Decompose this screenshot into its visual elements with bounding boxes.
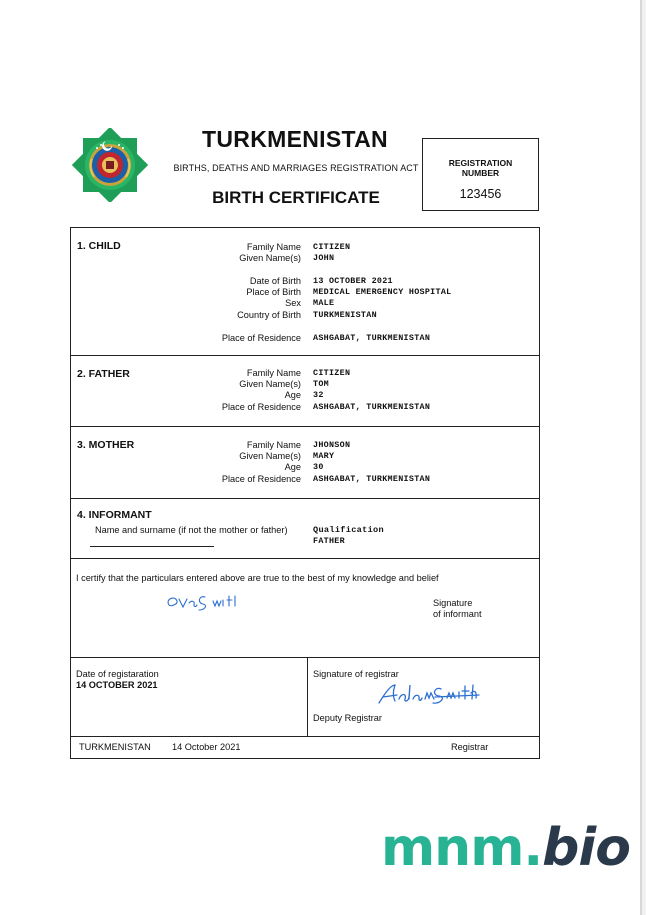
section-father-heading: 2. FATHER (77, 368, 130, 380)
act-subtitle: BIRTHS, DEATHS AND MARRIAGES REGISTRATION ACT (173, 163, 419, 173)
divider (71, 498, 539, 499)
section-child-heading: 1. CHILD (77, 240, 121, 252)
child-birth-labels: Date of Birth Place of Birth Sex Country of Birth (237, 276, 301, 320)
mother-labels: Family Name Given Name(s) Age Place of Residence (221, 440, 301, 484)
father-values: CITIZEN TOM 32 ASHGABAT, TURKMENISTAN (313, 368, 431, 412)
child-residence-label: Place of Residence (221, 333, 301, 343)
deputy-registrar-label: Deputy Registrar (313, 713, 382, 723)
registrar-signature-image (375, 681, 485, 709)
column-divider (307, 657, 308, 736)
registration-label: REGISTRATION NUMBER (448, 158, 513, 178)
registration-date-label: Date of registaration (76, 669, 159, 679)
registrar-signature-label: Signature of registrar (313, 669, 399, 679)
state-emblem-icon (70, 128, 150, 202)
certificate-body (70, 227, 540, 759)
country-title: TURKMENISTAN (202, 126, 388, 152)
informant-name-label: Name and surname (if not the mother or father) (95, 525, 288, 535)
divider (71, 657, 539, 658)
watermark-brand (381, 817, 630, 879)
child-values: CITIZEN JOHN (313, 242, 351, 264)
certify-statement: I certify that the particulars entered above are true to the best of my knowledge and belief (76, 573, 439, 583)
page-edge-shadow (642, 0, 646, 915)
watermark-part1: mnm. (381, 818, 543, 878)
informant-qualification: Qualification FATHER (313, 525, 384, 547)
divider (71, 355, 539, 356)
child-residence-value: ASHGABAT, TURKMENISTAN (313, 333, 431, 343)
footer-date: 14 October 2021 (172, 742, 241, 752)
divider (71, 558, 539, 559)
mother-values: JHONSON MARY 30 ASHGABAT, TURKMENISTAN (313, 440, 431, 484)
divider (71, 426, 539, 427)
informant-name-line (90, 546, 214, 547)
registration-number: 123456 (459, 187, 502, 201)
section-mother-heading: 3. MOTHER (77, 439, 135, 451)
watermark-part2: bio (542, 818, 630, 878)
child-labels: Family Name Given Name(s) (239, 242, 301, 264)
informant-signature-image (163, 591, 239, 613)
registration-date-value: 14 OCTOBER 2021 (76, 680, 158, 690)
footer-role: Registrar (451, 742, 489, 752)
registration-number-box (422, 138, 539, 211)
father-labels: Family Name Given Name(s) Age Place of Residence (221, 368, 301, 412)
document-title: BIRTH CERTIFICATE (212, 188, 380, 207)
divider (71, 736, 539, 737)
footer-country: TURKMENISTAN (79, 742, 151, 752)
informant-signature-label: Signature of informant (433, 598, 482, 620)
child-birth-values: 13 OCTOBER 2021 MEDICAL EMERGENCY HOSPITAL MALE TURKMENISTAN (313, 276, 452, 320)
section-informant-heading: 4. INFORMANT (77, 509, 152, 521)
